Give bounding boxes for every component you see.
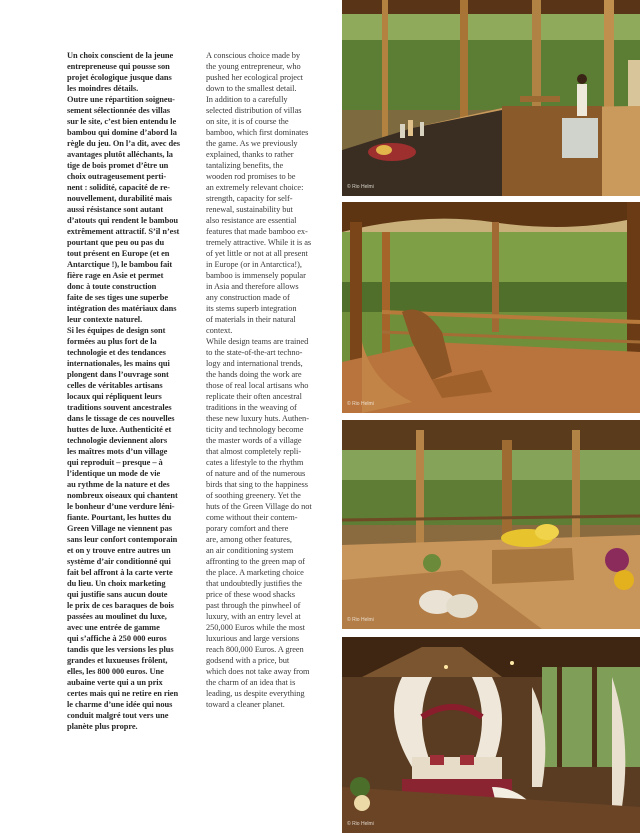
text-line: qui s’affiche à 250 000 euros [67,634,167,643]
text-line: bamboo, which first dominates [206,128,309,137]
text-line: While design teams are trained [206,337,309,346]
text-line: down to the smallest detail. [206,84,297,93]
text-line: any construction made of [206,293,290,302]
text-line: fait bel affront à la carte verte [67,568,173,577]
text-line: traditions souvent ancestrales [67,403,172,412]
text-line: leur contexte naturel. [67,315,143,324]
text-line: qui justifie sans aucun doute [67,590,168,599]
text-line: conduit malgré tout vers une [67,711,169,720]
text-line: l’identique un mode de vie [67,469,161,478]
text-line: qui reproduit – presque – à [67,458,163,467]
text-line: tout présent en Europe (et en [67,249,170,258]
text-line: the master words of a village [206,436,302,445]
text-line: pushed her ecological project [206,73,303,82]
text-line: on site, it is of course the [206,117,289,126]
text-line: 250,000 Euros while the most [206,623,305,632]
text-line: fière rage en Asie et permet [67,271,164,280]
text-line: of materials in their natural [206,315,296,324]
text-line: faite de ses tiges une superbe [67,293,169,302]
text-line: strength, capacity for self- [206,194,293,203]
text-line: huts of the Green Village do not [206,502,312,511]
text-line: avec une entrée de gamme [67,623,160,632]
text-line: grandes et luxueuses frôlent, [67,656,168,665]
text-line: the young entrepreneur, who [206,62,301,71]
text-line: in Asia and therefore allows [206,282,299,291]
text-line: dans le tissage de ces nouvelles [67,414,175,423]
text-line: the charm of an idea that is [206,678,296,687]
text-line: certes mais qui ne retire en rien [67,689,179,698]
text-line: an air conditioning system [206,546,294,555]
text-line: les maîtres mots d’un village [67,447,168,456]
photo-bamboo-balcony [342,202,640,413]
text-line: intégration des matériaux dans [67,304,177,313]
text-line: price of these wood shacks [206,590,295,599]
text-line: ticity and technology become [206,425,304,434]
text-line: porary comfort and there [206,524,289,533]
text-line: sans leur confort contemporain [67,535,178,544]
text-line: pourtant que peu ou pas du [67,238,165,247]
text-line: birds that sing to the happiness [206,480,308,489]
text-line: of yet little or not at all present [206,249,308,258]
text-line: reach 800,000 Euros. A green [206,645,304,654]
text-line: logy and international trends, [206,359,303,368]
text-line: also resistance are essential [206,216,297,225]
text-line: Outre une répartition soigneu- [67,95,175,104]
text-line: to the state-of-the-art techno- [206,348,303,357]
text-line: A conscious choice made by [206,51,301,60]
text-line: elles, les 800 000 euros. Une [67,667,164,676]
text-line: aussi résistance sont autant [67,205,164,214]
text-line: an extremely relevant choice: [206,183,304,192]
text-line: extrêmement attractif. S’il n’est [67,227,180,236]
text-line: luxury, with an entry level at [206,612,301,621]
photo-credit: © Rio Helmi [347,821,374,827]
text-line: tige de bois promet d’être un [67,161,169,170]
text-line: règle du jeu. On l’a dit, avec des [67,139,180,148]
text-line: bamboo is immensely popular [206,271,306,280]
text-line: celles de véritables artisans [67,381,163,390]
living-room-illustration [342,420,640,629]
text-line: aubaine verte qui a un prix [67,678,163,687]
text-line: past through the pinwheel of [206,601,301,610]
text-line: huttes de luxe. Authenticité et [67,425,172,434]
text-line: technologie et des tendances [67,348,166,357]
text-line: internationales, les mains qui [67,359,170,368]
text-line: avantages plutôt alléchants, la [67,150,173,159]
text-line: bambou qui domine d’abord la [67,128,177,137]
text-line: of nature and of the numerous [206,469,306,478]
text-line: of soothing greenery. Yet the [206,491,301,500]
text-line: the game. As we previously [206,139,298,148]
kitchen-illustration [342,0,640,196]
photo-bamboo-living-room [342,420,640,629]
text-line: d’atouts qui rendent le bambou [67,216,178,225]
photo-bamboo-bedroom [342,637,640,833]
article-text-english [206,50,338,710]
text-line: renewal, sustainability but [206,205,293,214]
text-line: which does not take away from [206,667,310,676]
text-line: fiante. Pourtant, les huttes du [67,513,172,522]
text-line: nombreux oiseaux qui chantent [67,491,178,500]
text-line: le charme d’une idée qui nous [67,700,173,709]
text-line: au rythme de la nature et des [67,480,170,489]
text-line: tantalizing benefits, the [206,161,284,170]
photo-credit: © Rio Helmi [347,184,374,190]
text-line: système d’air conditionné qui [67,557,171,566]
text-line: Un choix conscient de la jeune [67,51,174,60]
text-line: nouvellement, durabilité mais [67,194,172,203]
text-line: planète plus propre. [67,722,138,731]
text-line: those of real local artisans who [206,381,309,390]
text-line: features that made bamboo ex- [206,227,308,236]
text-line: luxurious and large versions [206,634,300,643]
text-line: in Europe (or in Antarctica!), [206,260,302,269]
photo-credit: © Rio Helmi [347,617,374,623]
text-line: nent : solidité, capacité de re- [67,183,170,192]
text-line: replicate their often ancestral [206,392,302,401]
text-line: projet écologique jusque dans [67,73,172,82]
bedroom-illustration [342,637,640,833]
text-line: these new luxury huts. Authen- [206,414,309,423]
text-line: its stems superb integration [206,304,297,313]
text-line: technologie deviennent alors [67,436,168,445]
photo-bamboo-kitchen [342,0,640,196]
text-line: entrepreneuse qui pousse son [67,62,170,71]
article-text-french [67,50,204,732]
text-line: du lieu. Un choix marketing [67,579,166,588]
text-line: et on y trouve entre autres un [67,546,171,555]
text-line: wooden rod promises to be [206,172,296,181]
text-line: In addition to a carefully [206,95,288,104]
text-line: that almost completely repli- [206,447,302,456]
text-line: godsend with a price, but [206,656,290,665]
text-line: Antarctique !), le bambou fait [67,260,173,269]
text-line: affronting to the green map of [206,557,306,566]
text-line: cates a lifestyle to the rhythm [206,458,304,467]
text-line: explained, thanks to rather [206,150,294,159]
balcony-illustration [342,202,640,413]
text-line: plongent dans l’ouvrage sont [67,370,169,379]
text-line: the hands doing the work are [206,370,302,379]
text-line: tandis que les versions les plus [67,645,174,654]
text-line: le prix de ces baraques de bois [67,601,174,610]
text-line: leading, us despite everything [206,689,305,698]
text-line: tremely attractive. While it is as [206,238,312,247]
text-line: formées au plus fort de la [67,337,157,346]
text-line: sement sélectionnée des villas [67,106,170,115]
text-line: choix outrageusement perti- [67,172,167,181]
text-line: selected distribution of villas [206,106,302,115]
text-line: Green Village ne viennent pas [67,524,172,533]
text-line: les moindres détails. [67,84,139,93]
text-line: come without their contem- [206,513,298,522]
text-line: le bonheur d’une verdure léni- [67,502,175,511]
text-line: the place. A marketing choice [206,568,304,577]
photo-credit: © Rio Helmi [347,401,374,407]
text-line: locaux qui répliquent leurs [67,392,162,401]
text-line: are, among other features, [206,535,292,544]
text-line: Si les équipes de design sont [67,326,166,335]
text-line: traditions in the weaving of [206,403,297,412]
text-line: donc à toute construction [67,282,157,291]
text-line: passées au moulinet du luxe, [67,612,167,621]
text-line: that undoubtedly justifies the [206,579,302,588]
text-line: sur le site, c’est bien entendu le [67,117,177,126]
text-line: context. [206,326,233,335]
text-line: toward a cleaner planet. [206,700,285,709]
